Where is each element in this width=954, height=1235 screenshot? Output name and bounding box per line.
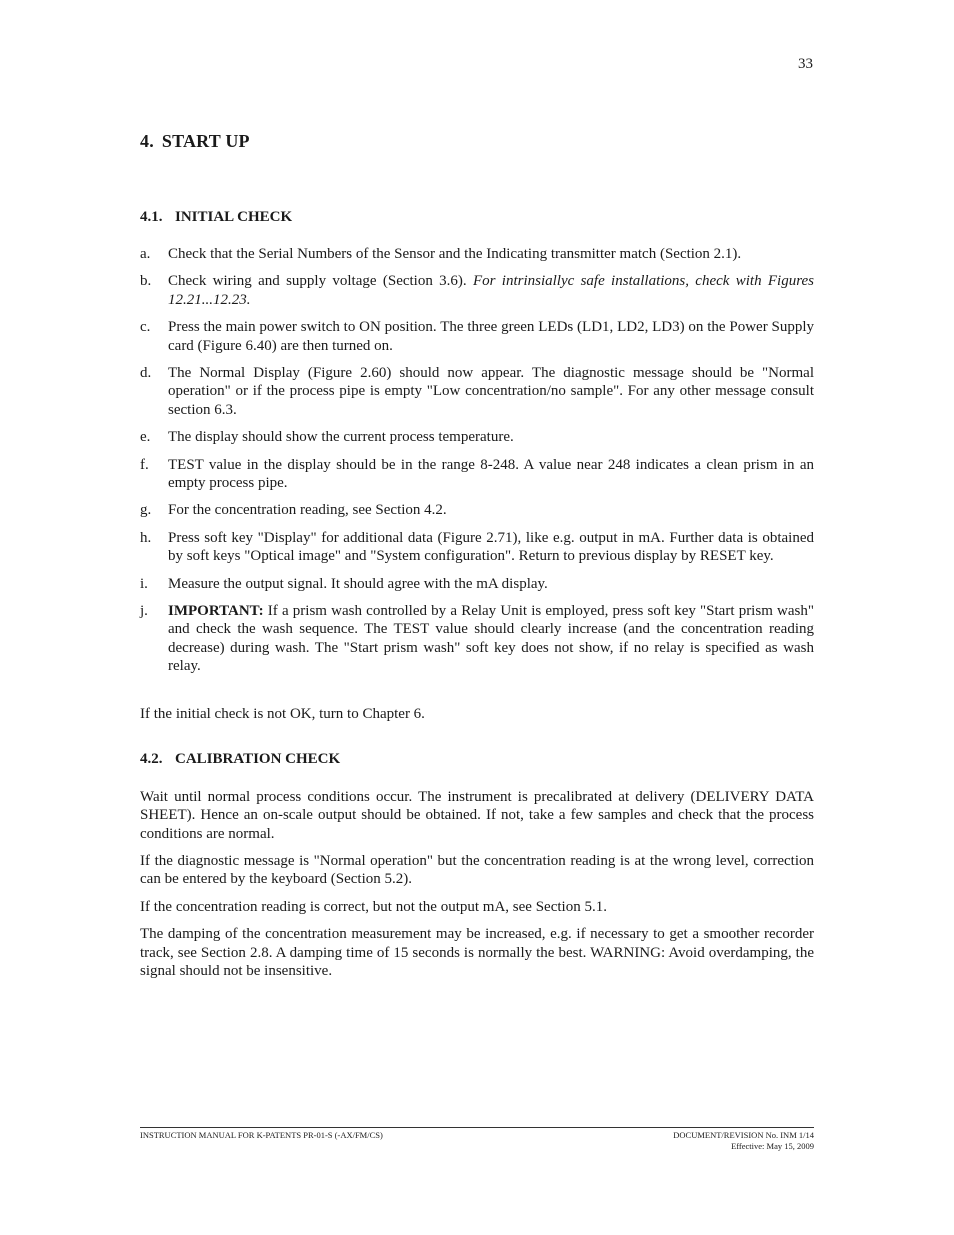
list-item-text: Press soft key "Display" for additional data (Figure 2.71), like e.g. output in mA. Further data is obtained by soft keys "Optical image" and "System configuration". Return to previous display by RESET key. [168, 529, 814, 565]
footer-document-info [673, 1130, 814, 1151]
list-item-text: TEST value in the display should be in the range 8-248. A value near 248 indicates a clean prism in an empty process pipe. [168, 456, 814, 491]
page-number: 33 [798, 56, 813, 72]
important-label: IMPORTANT: [168, 603, 264, 620]
list-item-text: Press the main power switch to ON position. The three green LEDs (LD1, LD2, LD3) on the Power Supply card (Figure 6.40) are then turned on. [168, 319, 814, 354]
list-item-text: The Normal Display (Figure 2.60) should now appear. The diagnostic message should be "Normal operation" or if the process pipe is empty "Low concentration/no sample". For any other message consult section 6.3. [168, 365, 814, 418]
paragraph: If the concentration reading is correct, but not the output mA, see Section 5.1. [140, 898, 607, 915]
footer-effective-date: Effective: May 15, 2009 [731, 1140, 814, 1151]
list-item-italic-note: For intrinsiallyc safe installations, check with Figures 12.21...12.23. [168, 273, 815, 308]
list-item [140, 245, 814, 263]
chapter-number: 4. [140, 131, 154, 151]
list-item [140, 364, 814, 419]
list-marker: h. [140, 529, 152, 546]
list-marker: b. [140, 273, 152, 290]
section-number: 4.2. [140, 751, 163, 767]
list-item [140, 456, 814, 493]
list-item-text: If a prism wash controlled by a Relay Unit is employed, press soft key "Start prism wash" and check the wash sequence. The TEST value should clearly increase (and the concentration reading decrease) during wash. The "Start prism wash" soft key does not show, if no relay is specified as wash relay. [168, 603, 814, 675]
list-marker: a. [140, 246, 151, 262]
footer-divider [140, 1127, 814, 1128]
list-marker: d. [140, 365, 152, 382]
calibration-check-body [140, 788, 814, 989]
section-heading-initial-check [140, 209, 292, 226]
list-item-text: The display should show the current process temperature. [168, 429, 514, 446]
section-number: 4.1. [140, 209, 163, 225]
list-marker: e. [140, 429, 151, 446]
footer-manual-title: INSTRUCTION MANUAL FOR K-PATENTS PR-01-S (-AX/FM/CS) [140, 1130, 383, 1140]
list-item-text: Check wiring and supply voltage (Section 3.6). [168, 273, 467, 290]
list-marker: f. [140, 456, 149, 473]
list-item [140, 428, 814, 446]
list-item [140, 272, 814, 309]
chapter-title [140, 131, 250, 152]
list-item [140, 529, 814, 566]
section-title: CALIBRATION CHECK [175, 751, 341, 767]
initial-check-closing: If the initial check is not OK, turn to Chapter 6. [140, 706, 425, 722]
list-item [140, 501, 814, 519]
list-item-text: For the concentration reading, see Section 4.2. [168, 502, 447, 519]
section-title: INITIAL CHECK [175, 209, 293, 225]
chapter-title-text: START UP [161, 131, 250, 151]
list-marker: c. [140, 319, 151, 336]
section-heading-calibration-check [140, 751, 340, 768]
list-marker: i. [140, 575, 148, 592]
list-item [140, 318, 814, 355]
footer-revision: DOCUMENT/REVISION No. INM 1/14 [673, 1130, 814, 1140]
list-item [140, 602, 814, 675]
list-item-text: Check that the Serial Numbers of the Sensor and the Indicating transmitter match (Section 2.1). [168, 246, 742, 262]
initial-check-list [140, 245, 814, 685]
paragraph: Wait until normal process conditions occur. The instrument is precalibrated at delivery (DELIVERY DATA SHEET). Hence an on-scale output should be obtained. If not, take a few samples and check that the process conditions are normal. [140, 789, 814, 842]
paragraph: If the diagnostic message is "Normal operation" but the concentration reading is at the wrong level, correction can be entered by the keyboard (Section 5.2). [140, 853, 814, 888]
list-item [140, 575, 814, 593]
list-item-text: Measure the output signal. It should agree with the mA display. [168, 575, 548, 592]
list-marker: j. [140, 603, 148, 620]
paragraph: The damping of the concentration measurement may be increased, e.g. if necessary to get a smoother recorder track, see Section 2.8. A damping time of 15 seconds is normally the best. WARNING: Avoid overdamping, the signal should not be insensitive. [140, 926, 814, 979]
list-marker: g. [140, 502, 152, 519]
